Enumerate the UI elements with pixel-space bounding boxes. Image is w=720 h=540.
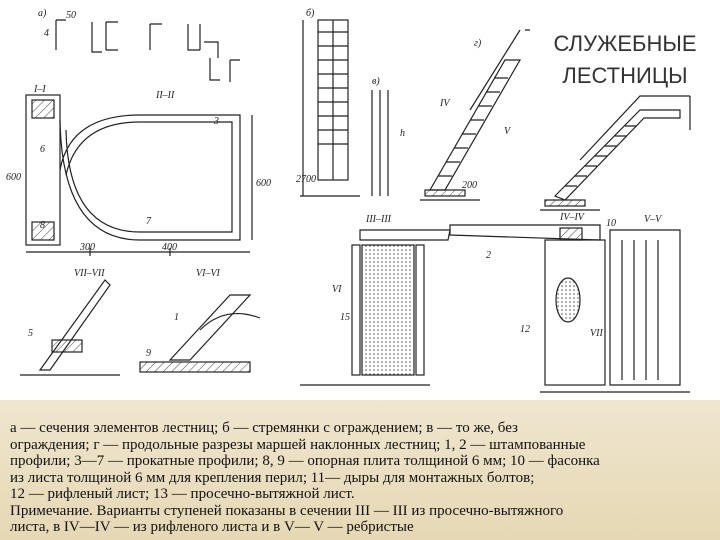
dim-600-left: 600 xyxy=(6,172,21,183)
dim-200: 200 xyxy=(462,180,477,191)
caption-line-1: а — сечения элементов лестниц; б — стремянки с ограждением; в — то же, без xyxy=(10,420,518,436)
section-III xyxy=(300,230,450,385)
label-IV-mark: IV xyxy=(440,98,450,109)
label-VII-mark: VII xyxy=(590,328,603,339)
dim-2700: 2700 xyxy=(296,174,316,185)
num-10: 10 xyxy=(606,218,616,229)
label-V-mark: V xyxy=(504,126,511,137)
num-7: 7 xyxy=(146,216,151,227)
slide-title xyxy=(540,28,710,92)
profiles-section xyxy=(56,20,240,82)
inclined-stair-2 xyxy=(540,96,690,210)
num-5: 5 xyxy=(28,328,33,339)
label-b: б) xyxy=(306,8,315,19)
caption-line-2: ограждения; г — продольные разрезы маршей наклонных лестниц; 1, 2 — штампованные xyxy=(10,436,586,453)
title-line-1: СЛУЖЕБНЫЕ xyxy=(553,31,697,56)
label-II: II–II xyxy=(156,90,175,101)
dim-50: 50 xyxy=(66,10,76,21)
num-9: 9 xyxy=(146,348,151,359)
num-4: 4 xyxy=(44,28,49,39)
label-I: I–I xyxy=(34,84,46,95)
label-g: г) xyxy=(474,38,482,49)
label-VI-mark: VI xyxy=(332,284,342,295)
label-VI: VI–VI xyxy=(196,268,220,279)
inclined-stair-1 xyxy=(420,30,530,200)
label-III: III–III xyxy=(366,214,391,225)
caption-line-4: из листа толщиной 6 мм для крепления перил; 11— дыры для монтажных болтов; xyxy=(10,469,535,486)
label-V: V–V xyxy=(644,214,662,225)
label-IV: IV–IV xyxy=(560,212,584,223)
title-line-2: ЛЕСТНИЦЫ xyxy=(562,63,688,88)
num-3: 3 xyxy=(214,116,219,127)
caption-line-7: листа, в IV—IV — из рифленого листа и в V— V — ребристые xyxy=(10,519,414,535)
num-6: 6 xyxy=(40,144,45,155)
dim-300: 300 xyxy=(80,242,95,253)
label-v: в) xyxy=(372,76,380,87)
num-8: 8 xyxy=(40,220,45,231)
num-2: 2 xyxy=(486,250,491,261)
num-15: 15 xyxy=(340,312,350,323)
dim-600-right: 600 xyxy=(256,178,271,189)
dim-400: 400 xyxy=(162,242,177,253)
caption-line-3: профили; 3—7 — прокатные профили; 8, 9 — опорная плита толщиной 6 мм; 10 — фасонка xyxy=(10,453,600,469)
label-h: h xyxy=(400,128,405,139)
label-a: а) xyxy=(38,8,47,19)
caption xyxy=(0,400,720,540)
caption-line-5: 12 — рифленый лист; 13 — просечно-вытяжной лист. xyxy=(10,486,355,502)
num-12: 12 xyxy=(520,324,530,335)
num-1: 1 xyxy=(174,312,179,323)
caption-line-6: Примечание. Варианты ступеней показаны в сечении III — III из просечно-вытяжного xyxy=(10,502,564,519)
ladder-with-guard xyxy=(300,20,380,196)
label-VII: VII–VII xyxy=(74,268,105,279)
section-VII xyxy=(20,280,120,375)
section-VI xyxy=(140,295,260,372)
